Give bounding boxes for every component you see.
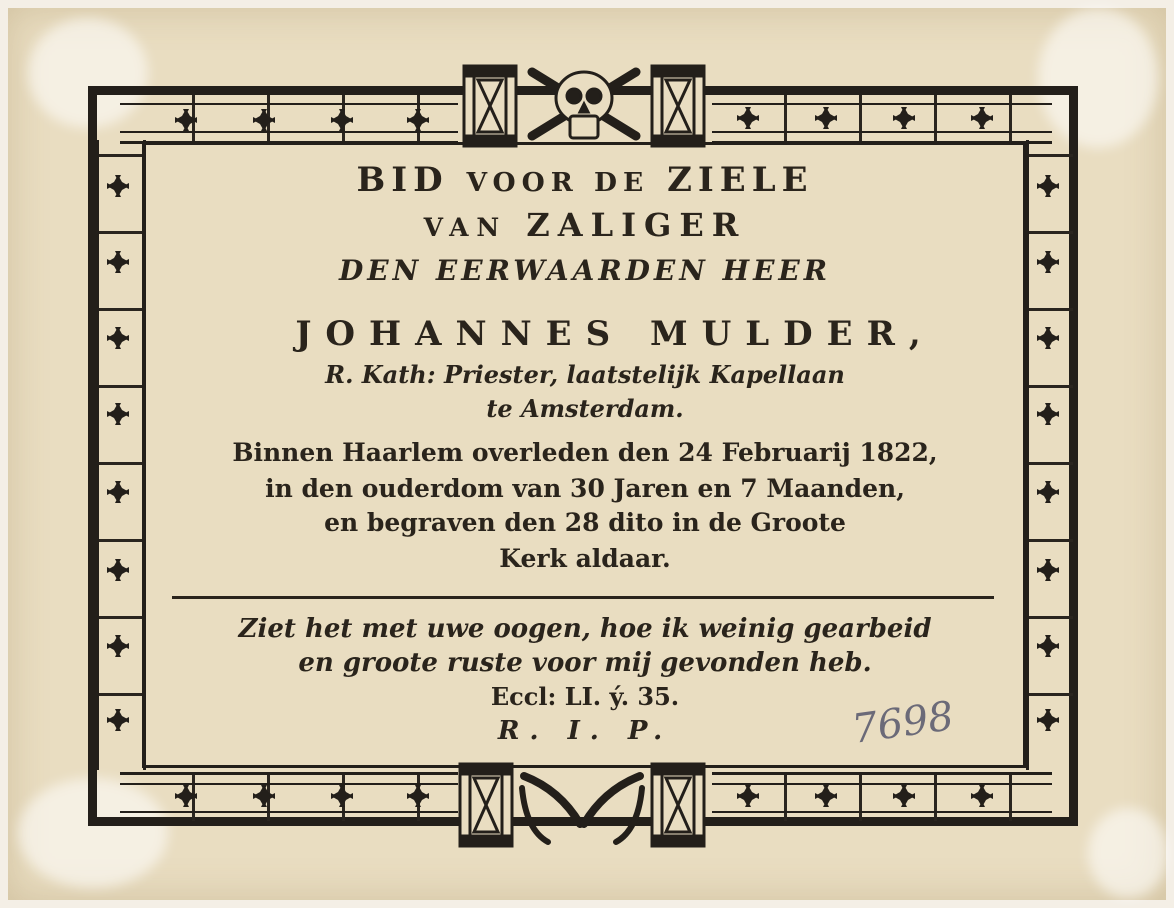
body-line: Binnen Haarlem overleden den 24 Februarij 1822, (232, 438, 938, 467)
skull-crossbones-icon (532, 72, 636, 138)
hourglass-icon (652, 764, 704, 846)
heading-word: ZALIGER (526, 206, 747, 244)
hourglass-icon (652, 66, 704, 146)
handwritten-number: 7698 (849, 693, 957, 753)
citation-verse: LI. ý. 35. (564, 682, 680, 711)
heading-line-2 (150, 206, 1020, 244)
quote-line: Ziet het met uwe oogen, hoe ik weinig gearbeid (238, 614, 932, 644)
hourglass-icon (460, 764, 512, 846)
closing-rip: R. I. P. (497, 716, 673, 746)
heading-line-3: DEN EERWAARDEN HEER (338, 254, 832, 287)
deceased-name: JOHANNES MULDER, (295, 314, 935, 354)
citation-book: Eccl: (490, 682, 557, 711)
heading-word: VAN (423, 213, 508, 242)
divider-rule (172, 596, 994, 599)
role-line: R. Kath: Priester, laatstelijk Kapellaan (325, 360, 845, 389)
crossed-bones-icon (522, 776, 642, 842)
heading-word: ZIELE (667, 160, 814, 200)
body-line: en begraven den 28 dito in de Groote (324, 508, 846, 537)
body-line: in den ouderdom van 30 Jaren en 7 Maanden, (265, 474, 905, 503)
heading-word: VOOR DE (466, 167, 650, 198)
quote-line: en groote ruste voor mij gevonden heb. (298, 648, 872, 678)
place-line: te Amsterdam. (486, 394, 684, 423)
heading-word: BID (356, 160, 449, 200)
body-line: Kerk aldaar. (499, 544, 671, 573)
heading-line-1 (150, 160, 1020, 200)
hourglass-icon (464, 66, 516, 146)
